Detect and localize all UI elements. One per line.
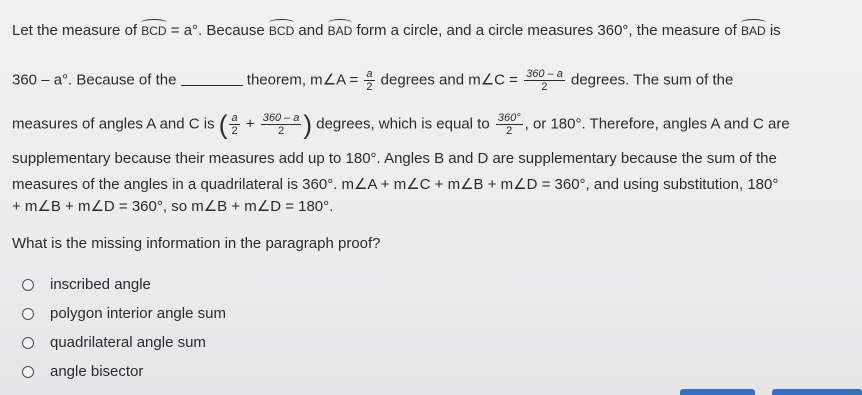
proof-line-5: measures of the angles in a quadrilateral is 360°. m∠A + m∠C + m∠B + m∠D = 360°, and using substitution, 180°: [12, 176, 779, 193]
option-label: inscribed angle: [50, 276, 151, 293]
arc-bcd: BCD: [268, 24, 295, 38]
text: , or 180°. Therefore, angles A and C are: [524, 115, 790, 133]
arc-bcd: BCD: [141, 24, 167, 38]
denominator: 2: [541, 81, 548, 93]
option-label: quadrilateral angle sum: [50, 334, 206, 351]
denominator: 2: [366, 81, 373, 93]
close-paren: ): [303, 109, 313, 140]
bottom-button-partial[interactable]: [680, 389, 755, 395]
plus-sign: +: [241, 115, 259, 133]
answer-blank: [181, 71, 243, 86]
option-polygon-interior-angle-sum[interactable]: [22, 299, 226, 328]
numerator: a: [366, 68, 373, 80]
text: measures of angles A and C is: [12, 115, 219, 133]
option-quadrilateral-angle-sum[interactable]: [22, 328, 226, 357]
option-angle-bisector[interactable]: [22, 357, 226, 386]
arc-bad: BAD: [740, 24, 766, 38]
open-paren: (: [218, 109, 228, 140]
fraction-360-minus-a-over-2: [524, 68, 565, 93]
radio-button[interactable]: [22, 366, 34, 378]
text: degrees and m∠C =: [376, 71, 523, 89]
text: 360 – a°. Because of the: [12, 71, 181, 89]
text: and: [294, 22, 328, 39]
denominator: 2: [277, 125, 285, 137]
text: is: [765, 22, 781, 39]
option-inscribed-angle[interactable]: [22, 270, 226, 299]
option-label: angle bisector: [50, 363, 144, 380]
text: theorem, m∠A =: [242, 71, 363, 89]
text: degrees. The sum of the: [566, 71, 734, 89]
proof-line-6: + m∠B + m∠D = 360°, so m∠B + m∠D = 180°.: [12, 198, 334, 215]
answer-options: [22, 270, 226, 386]
numerator: 360 – a: [526, 68, 563, 80]
proof-line-3: [12, 109, 790, 140]
numerator: 360°: [497, 112, 521, 124]
proof-line-4: supplementary because their measures add up to 180°. Angles B and D are supplementary because the sum of the: [12, 150, 777, 167]
fraction-360-over-2: [496, 112, 523, 137]
text: = a°. Because: [166, 22, 269, 39]
numerator: a: [231, 112, 238, 124]
radio-button[interactable]: [22, 308, 34, 320]
fraction-360-minus-a-over-2: [261, 112, 302, 137]
radio-button[interactable]: [22, 337, 34, 349]
arc-bad: BAD: [327, 24, 353, 38]
text: degrees, which is equal to: [312, 115, 494, 133]
denominator: 2: [231, 125, 238, 137]
fraction-a-over-2: [364, 68, 374, 93]
option-label: polygon interior angle sum: [50, 305, 226, 322]
fraction-a-over-2: [229, 112, 239, 137]
denominator: 2: [506, 125, 513, 137]
proof-line-2: [12, 68, 733, 93]
proof-line-1: [12, 22, 781, 40]
numerator: 360 – a: [262, 112, 300, 124]
question-prompt: What is the missing information in the paragraph proof?: [12, 235, 381, 252]
text: form a circle, and a circle measures 360°, the measure of: [352, 22, 741, 39]
text: Let the measure of: [12, 22, 142, 39]
radio-button[interactable]: [22, 279, 34, 291]
bottom-button-partial[interactable]: [772, 389, 862, 395]
